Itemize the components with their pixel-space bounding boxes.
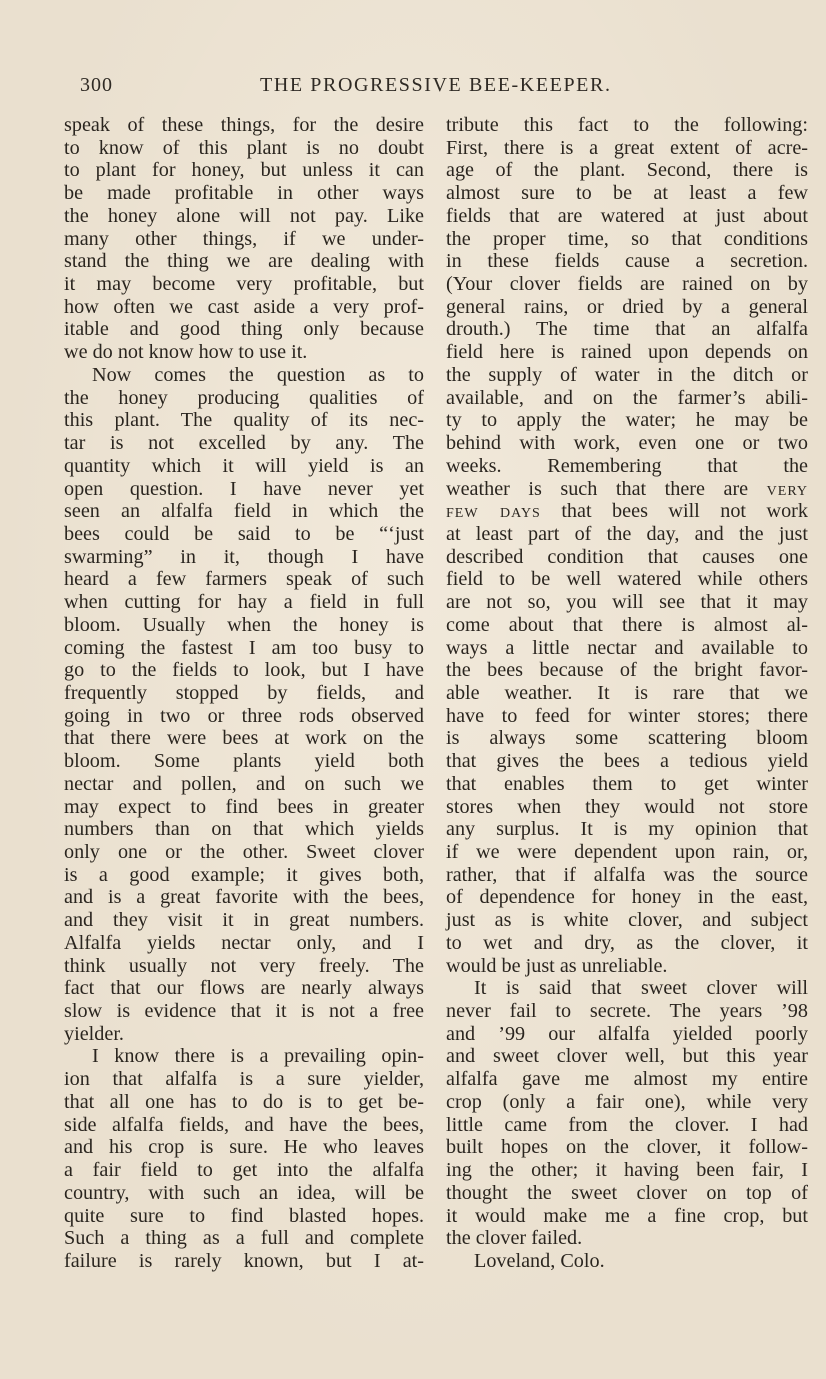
text-line: that all one has to do is to get be- bbox=[64, 1090, 424, 1113]
text-line: failure is rarely known, but I at- bbox=[64, 1249, 424, 1272]
text-line: would be just as unreliable. bbox=[446, 954, 668, 977]
text-line: country, with such an idea, will be bbox=[64, 1181, 424, 1204]
text-line: swarming” in it, though I have bbox=[64, 545, 424, 568]
right-column-part-2 bbox=[446, 523, 808, 1273]
text-line: First, there is a great extent of acre- bbox=[446, 136, 808, 159]
text-line: stores when they would not store bbox=[446, 795, 808, 818]
text-line: in these fields cause a secretion. bbox=[446, 250, 808, 273]
text-line: slow is evidence that it is not a free bbox=[64, 1000, 424, 1023]
text-line: open question. I have never yet bbox=[64, 477, 424, 500]
text-line: and ’99 our alfalfa yielded poorly bbox=[446, 1022, 808, 1045]
text-line: seen an alfalfa field in which the bbox=[64, 500, 424, 523]
text-line: (Your clover fields are rained on by bbox=[446, 273, 808, 296]
text-line: able weather. It is rare that we bbox=[446, 681, 808, 704]
text-line: is always some scattering bloom bbox=[446, 727, 808, 750]
small-caps-text: very bbox=[766, 477, 808, 500]
page-number: 300 bbox=[80, 74, 113, 96]
right-column bbox=[446, 114, 808, 1273]
text-line: and his crop is sure. He who leaves bbox=[64, 1136, 424, 1159]
text-line: that there were bees at work on the bbox=[64, 727, 424, 750]
text-line: ty to apply the water; he may be bbox=[446, 409, 808, 432]
text-line: be made profitable in other ways bbox=[64, 182, 424, 205]
text-line: bees could be said to be “‘just bbox=[64, 522, 424, 545]
text-line: never fail to secrete. The years ’98 bbox=[446, 1000, 808, 1023]
text-line: and sweet clover well, but this year bbox=[446, 1045, 808, 1068]
text-line: stand the thing we are dealing with bbox=[64, 250, 424, 273]
text-line: the supply of water in the ditch or bbox=[446, 363, 808, 386]
text-line: it may become very profitable, but bbox=[64, 273, 424, 296]
text-line: described condition that causes one bbox=[446, 545, 808, 568]
text-line: to know of this plant is no doubt bbox=[64, 136, 424, 159]
text-line: Such a thing as a full and complete bbox=[64, 1227, 424, 1250]
text-line: fields that are watered at just about bbox=[446, 204, 808, 227]
text-line: tribute this fact to the following: bbox=[446, 114, 808, 136]
text-line: tar is not excelled by any. The bbox=[64, 432, 424, 455]
text-line: ways a little nectar and available to bbox=[446, 636, 808, 659]
text-line: thought the sweet clover on top of bbox=[446, 1181, 808, 1204]
text-line: field here is rained upon depends on bbox=[446, 341, 808, 364]
text-line: fact that our flows are nearly always bbox=[64, 977, 424, 1000]
text-line: to plant for honey, but unless it can bbox=[64, 159, 424, 182]
text-line: when cutting for hay a field in full bbox=[64, 591, 424, 614]
text-line: and is a great favorite with the bees, bbox=[64, 886, 424, 909]
text-line: crop (only a fair one), while very bbox=[446, 1090, 808, 1113]
text-line: the proper time, so that conditions bbox=[446, 227, 808, 250]
text-line: age of the plant. Second, there is bbox=[446, 159, 808, 182]
text-line: the bees because of the bright favor- bbox=[446, 659, 808, 682]
small-caps-text: few days bbox=[446, 500, 541, 523]
text-line: the honey alone will not pay. Like bbox=[64, 204, 424, 227]
text-line: field to be well watered while others bbox=[446, 568, 808, 591]
text-fragment: weather is such that there are bbox=[446, 477, 767, 500]
text-line: the honey producing qualities of bbox=[64, 386, 424, 409]
text-line: little came from the clover. I had bbox=[446, 1113, 808, 1136]
text-line: yielder. bbox=[64, 1022, 124, 1045]
text-line: itable and good thing only because bbox=[64, 318, 424, 341]
text-line: almost sure to be at least a few bbox=[446, 182, 808, 205]
text-line: frequently stopped by fields, and bbox=[64, 681, 424, 704]
text-line: and they visit it in great numbers. bbox=[64, 909, 424, 932]
text-line: numbers than on that which yields bbox=[64, 818, 424, 841]
text-line: going in two or three rods observed bbox=[64, 704, 424, 727]
text-line: general rains, or dried by a general bbox=[446, 295, 808, 318]
text-line: ion that alfalfa is a sure yielder, bbox=[64, 1068, 424, 1091]
text-line: drouth.) The time that an alfalfa bbox=[446, 318, 808, 341]
text-line: think usually not very freely. The bbox=[64, 954, 424, 977]
left-column bbox=[64, 114, 424, 1273]
right-column-part-1 bbox=[446, 114, 808, 455]
text-line: rather, that if alfalfa was the source bbox=[446, 863, 808, 886]
page-header bbox=[64, 74, 764, 102]
text-line: we do not know how to use it. bbox=[64, 341, 308, 364]
text-line: are not so, you will see that it may bbox=[446, 591, 808, 614]
text-line: weeks. Remembering that the bbox=[446, 454, 808, 477]
text-line: many other things, if we under- bbox=[64, 227, 424, 250]
text-line: is a good example; it gives both, bbox=[64, 863, 424, 886]
text-line: this plant. The quality of its nec- bbox=[64, 409, 424, 432]
signoff-location: Loveland, Colo. bbox=[474, 1249, 605, 1272]
text-line: bloom. Some plants yield both bbox=[64, 750, 424, 773]
text-line: coming the fastest I am too busy to bbox=[64, 636, 424, 659]
text-line: it would make me a fine crop, but bbox=[446, 1204, 808, 1227]
text-line: just as is white clover, and subject bbox=[446, 909, 808, 932]
text-line: only one or the other. Sweet clover bbox=[64, 841, 424, 863]
text-line: available, and on the farmer’s abili- bbox=[446, 386, 808, 409]
text-line: side alfalfa fields, and have the bees, bbox=[64, 1113, 424, 1136]
text-line: ing the other; it having been fair, I bbox=[446, 1159, 808, 1182]
text-line: of dependence for honey in the east, bbox=[446, 886, 808, 909]
text-line: a fair field to get into the alfalfa bbox=[64, 1159, 424, 1182]
text-line: nectar and pollen, and on such we bbox=[64, 772, 424, 795]
text-line-with-small-caps bbox=[446, 478, 808, 501]
text-line: at least part of the day, and the just bbox=[446, 522, 808, 545]
text-line: heard a few farmers speak of such bbox=[64, 568, 424, 591]
text-line: may expect to find bees in greater bbox=[64, 795, 424, 818]
text-line: the clover failed. bbox=[446, 1227, 583, 1250]
text-line: behind with work, even one or two bbox=[446, 432, 808, 455]
text-line: speak of these things, for the desire bbox=[64, 114, 424, 136]
text-line: how often we cast aside a very prof- bbox=[64, 295, 424, 318]
text-line-with-small-caps bbox=[446, 500, 808, 523]
running-head: THE PROGRESSIVE BEE-KEEPER. bbox=[260, 74, 612, 96]
text-line: that enables them to get winter bbox=[446, 772, 808, 795]
text-line: that gives the bees a tedious yield bbox=[446, 750, 808, 773]
text-line: I know there is a prevailing opin- bbox=[92, 1045, 424, 1068]
text-line: bloom. Usually when the honey is bbox=[64, 613, 424, 636]
text-fragment: that bees will not work bbox=[540, 500, 808, 523]
text-line: to wet and dry, as the clover, it bbox=[446, 931, 808, 954]
text-line: any surplus. It is my opinion that bbox=[446, 818, 808, 841]
text-line: come about that there is almost al- bbox=[446, 613, 808, 636]
text-line: Alfalfa yields nectar only, and I bbox=[64, 931, 424, 954]
text-line: built hopes on the clover, it follow- bbox=[446, 1136, 808, 1159]
text-line: alfalfa gave me almost my entire bbox=[446, 1068, 808, 1091]
text-line: have to feed for winter stores; there bbox=[446, 704, 808, 727]
text-line: if we were dependent upon rain, or, bbox=[446, 841, 808, 863]
text-line: quite sure to find blasted hopes. bbox=[64, 1204, 424, 1227]
text-line: quantity which it will yield is an bbox=[64, 454, 424, 477]
text-line: It is said that sweet clover will bbox=[474, 977, 808, 1000]
text-line: go to the fields to look, but I have bbox=[64, 659, 424, 682]
text-line: Now comes the question as to bbox=[92, 363, 424, 386]
